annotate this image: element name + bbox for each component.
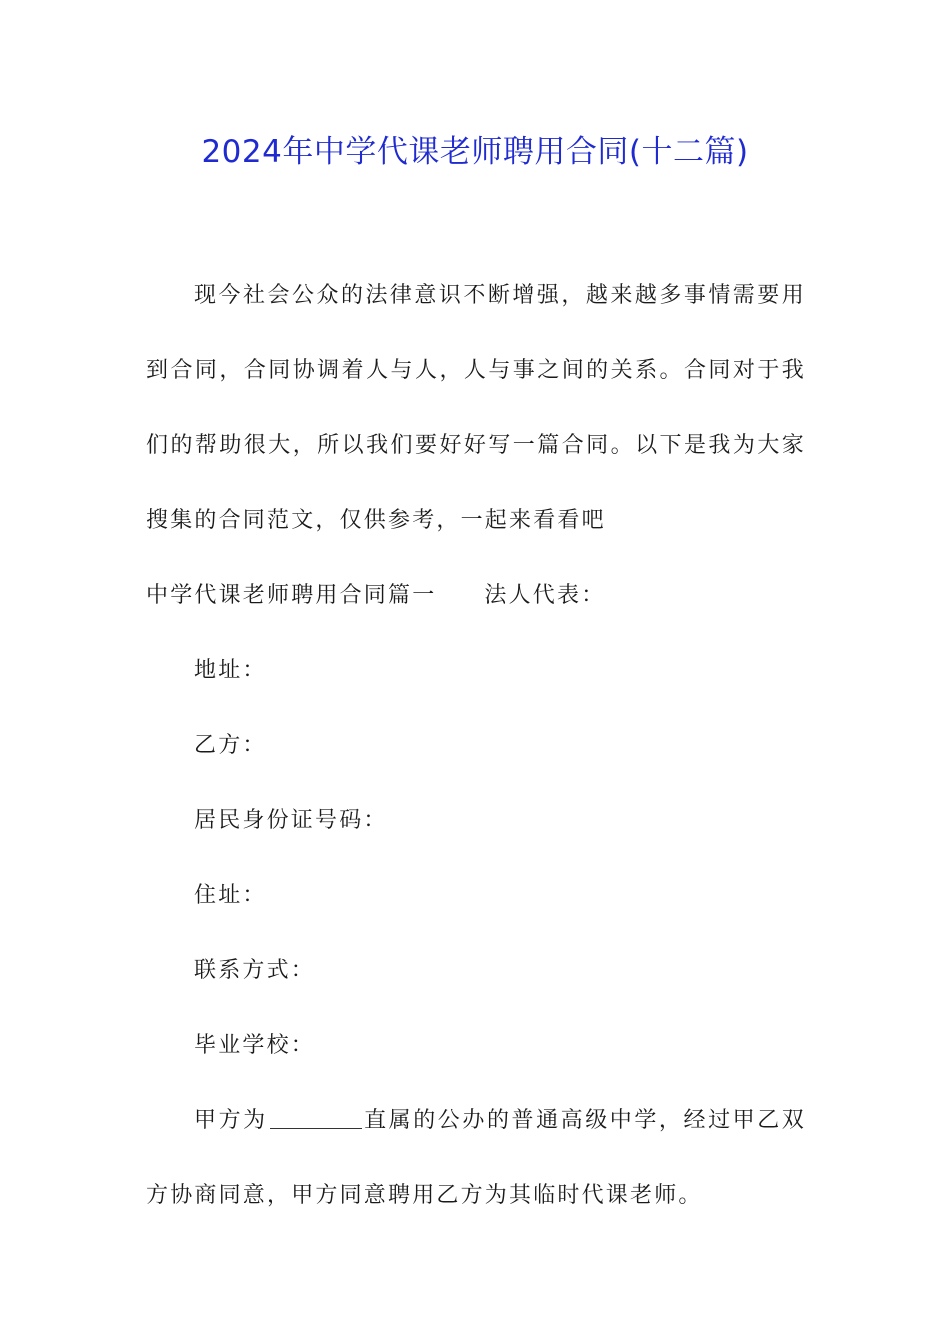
field-id-number: 居民身份证号码： xyxy=(194,808,388,833)
clause-part-2: 直属的公办的普通高级中学，经过甲乙双方协商同意，甲方同意聘用乙方为其临时代课老师。 xyxy=(146,1108,806,1208)
fill-in-blank xyxy=(270,1108,362,1129)
clause-part-1: 甲方为 xyxy=(194,1108,268,1133)
legal-rep-label: 法人代表： xyxy=(484,583,606,608)
intro-paragraph: 现今社会公众的法律意识不断增强，越来越多事情需要用到合同，合同协调着人与人，人与事之间的关系。合同对于我们的帮助很大，所以我们要好好写一篇合同。以下是我为大家搜集的合同范文，仅供参考，一起来看看吧 xyxy=(146,283,806,533)
clause-paragraph xyxy=(146,1083,806,1233)
document-title: 2024年中学代课老师聘用合同(十二篇) xyxy=(201,134,749,170)
field-party-b: 乙方： xyxy=(194,733,267,758)
section-heading: 中学代课老师聘用合同篇一 xyxy=(146,583,437,608)
field-address: 地址： xyxy=(194,658,267,683)
field-residence: 住址： xyxy=(194,883,267,908)
section-heading-line xyxy=(146,558,806,633)
document-body xyxy=(146,258,806,1233)
field-school: 毕业学校： xyxy=(194,1033,316,1058)
field-contact: 联系方式： xyxy=(194,958,316,983)
